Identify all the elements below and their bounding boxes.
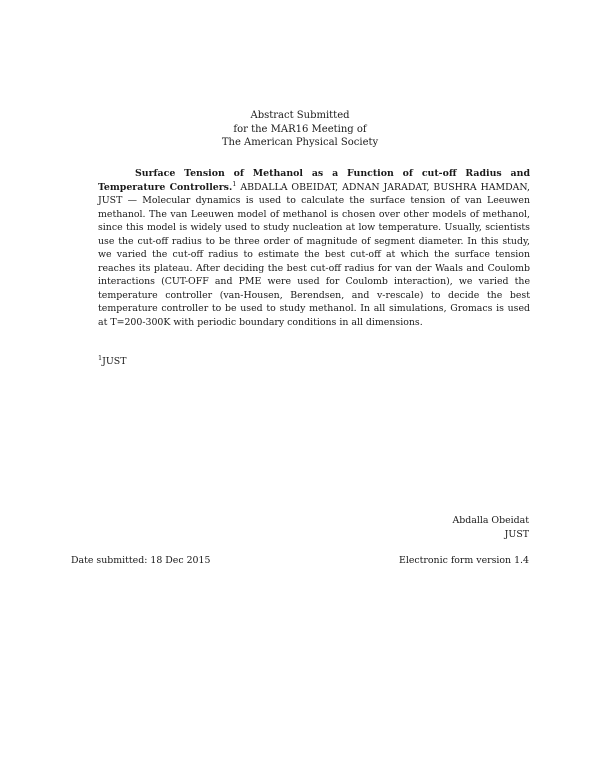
abstract-separator: — bbox=[122, 195, 143, 206]
abstract-paragraph bbox=[98, 167, 530, 329]
footnote-mark: 1 bbox=[98, 353, 103, 362]
submitter-block bbox=[452, 514, 529, 541]
abstract-title: Surface Tension of Methanol as a Function of cut-off Radius and Temperature Controllers. bbox=[98, 168, 530, 193]
submitter-affiliation: JUST bbox=[504, 528, 529, 540]
header-line-meeting: for the MAR16 Meeting of bbox=[233, 123, 367, 135]
abstract-body: Molecular dynamics is used to calculate the surface tension of van Leeuwen methanol. The van Leeuwen model of methanol is chosen over other models of methanol, since this model is widely used to study nucleation at low temperature. Usually, scientists use the cut-off radius to be three order of magnitude of segment diameter. In this study, we varied the cut-off radius to estimate the best cut-off at which the surface tension reaches its plateau. After deciding the best cut-off radius for van der Waals and Coulomb interactions (CUT-OFF and PME were used for Coulomb interaction), we varied the temperature controller (van-Housen, Berendsen, and v-rescale) to decide the best temperature controller to be used to study methanol. In all simulations, Gromacs is used at T=200-300K with periodic boundary conditions in all dimensions. bbox=[98, 195, 530, 328]
form-version: Electronic form version 1.4 bbox=[399, 555, 529, 566]
abstract-authors: ABDALLA OBEIDAT, ADNAN JARADAT, BUSHRA HAMDAN, JUST bbox=[98, 181, 530, 206]
submission-header bbox=[0, 109, 600, 150]
title-footnote-mark: 1 bbox=[232, 179, 237, 188]
header-line-society: The American Physical Society bbox=[221, 137, 379, 148]
date-submitted: Date submitted: 18 Dec 2015 bbox=[71, 555, 211, 566]
header-line-abstract-submitted: Abstract Submitted bbox=[250, 110, 350, 121]
footnote-text: JUST bbox=[102, 356, 127, 367]
submitter-name: Abdalla Obeidat bbox=[452, 515, 529, 526]
footnote bbox=[98, 355, 126, 369]
